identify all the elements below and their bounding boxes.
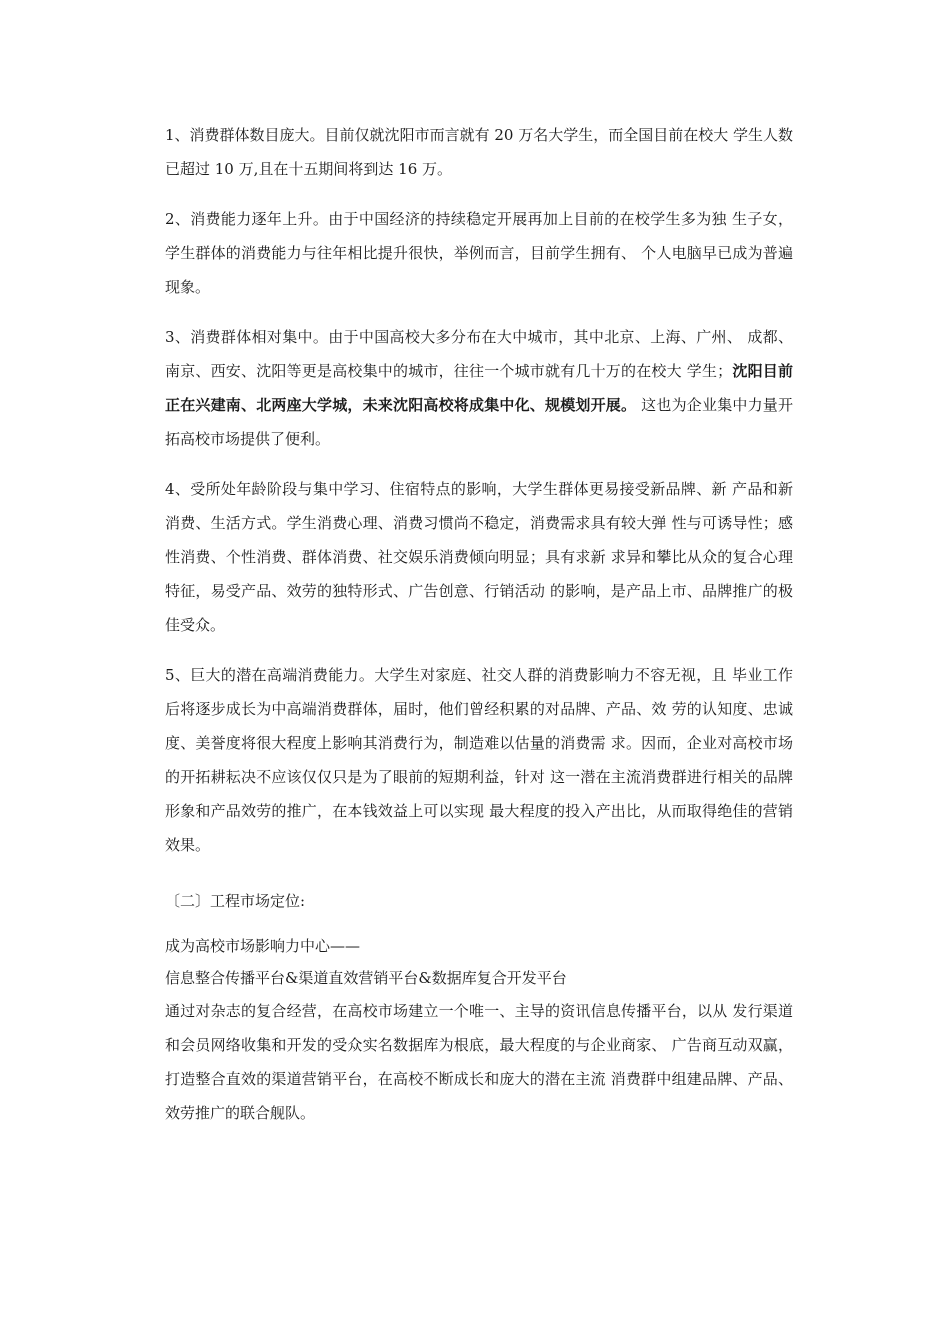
paragraph-3 [165,320,793,456]
paragraph-2: 2、消费能力逐年上升。由于中国经济的持续稳定开展再加上目前的在校学生多为独 生子女，学生群体的消费能力与往年相比提升很快，举例而言，目前学生拥有、 个人电脑早已成为普遍现象。 [165,210,793,296]
paragraph-1: 1、消费群体数目庞大。目前仅就沈阳市而言就有 20 万名大学生，而全国目前在校大 学生人数已超过 10 万,且在十五期间将到达 16 万。 [165,126,793,178]
paragraph-4: 4、受所处年龄阶段与集中学习、住宿特点的影响，大学生群体更易接受新品牌、新 产品和新消费、生活方式。学生消费心理、消费习惯尚不稳定，消费需求具有较大弹 性与可诱导性；感性消费、个性消费、群体消费、社交娱乐消费倾向明显；具有求新 求异和攀比从众的复合心理特征，易受产品、效劳的独特形式、广告创意、行销活动 的影响，是产品上市、品牌推广的极佳受众。 [165,480,793,634]
positioning-line-2: 信息整合传播平台&渠道直效营销平台&数据库复合开发平台 [165,969,567,987]
positioning-line-1: 成为高校市场影响力中心—— [165,937,361,955]
paragraph-3-tail: 这也为企业集中力量开拓高校市场提供了便利。 [165,396,793,448]
paragraph-3-bold: 沈阳目前正在兴建南、北两座大学城，未来沈阳高校将成集中化、规模划开展。 [165,362,793,414]
paragraph-5: 5、巨大的潜在高端消费能力。大学生对家庭、社交人群的消费影响力不容无视，且 毕业工作后将逐步成长为中高端消费群体，届时，他们曾经积累的对品牌、产品、效 劳的认知度、忠诚度、美誉度将很大程度上影响其消费行为，制造难以估量的消费需 求。因而，企业对高校市场的开拓耕耘决不应该仅仅只是为了眼前的短期利益，针对 这一潜在主流消费群进行相关的品牌形象和产品效劳的推广，在本钱效益上可以实现 最大程度的投入产出比，从而取得绝佳的营销效果。 [165,666,793,854]
section-title: 〔二〕工程市场定位: [165,892,306,910]
document-page [165,118,793,1130]
positioning-body: 通过对杂志的复合经营，在高校市场建立一个唯一、主导的资讯信息传播平台，以从 发行渠道和会员网络收集和开发的受众实名数据库为根底，最大程度的与企业商家、 广告商互动双赢，打造整合直效的渠道营销平台，在高校不断成长和庞大的潜在主流 消费群中组建品牌、产品、效劳推广的联合舰队。 [165,1002,793,1122]
paragraph-3-text: 3、消费群体相对集中。由于中国高校大多分布在大中城市，其中北京、上海、广州、 成都、南京、西安、沈阳等更是高校集中的城市，往往一个城市就有几十万的在校大 学生； [165,328,793,380]
